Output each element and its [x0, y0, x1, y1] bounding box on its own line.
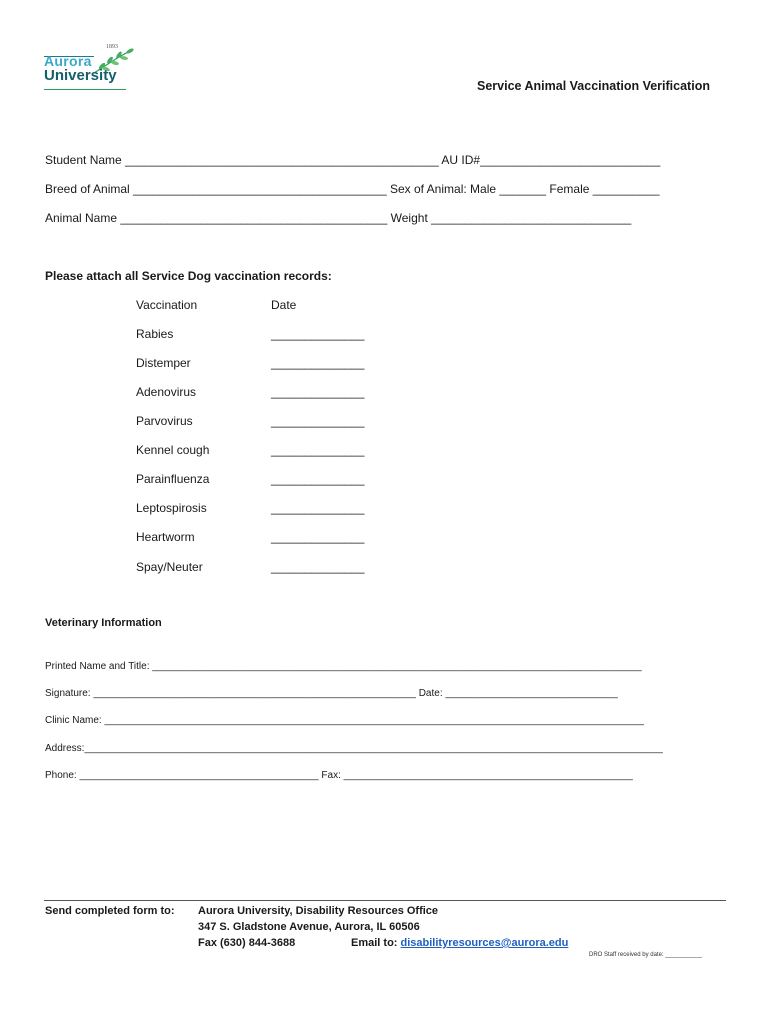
dro-staff-received-line[interactable]: DRO Staff received by date: ___________	[589, 952, 702, 958]
vaccine-date-field[interactable]: ______________	[271, 530, 365, 544]
logo-aurora-text: Aurora	[44, 53, 92, 69]
email-label: Email to:	[351, 937, 398, 949]
office-street: 347 S. Gladstone Avenue, Aurora, IL 60506	[198, 921, 420, 933]
logo-university-text: University	[44, 67, 117, 84]
vaccine-date-field[interactable]: ______________	[271, 414, 365, 428]
student-name-au-id-line[interactable]: Student Name _______________________________________________ AU ID#___________________________	[45, 153, 661, 167]
breed-sex-line[interactable]: Breed of Animal ______________________________________ Sex of Animal: Male _______ Female __________	[45, 182, 660, 196]
vaccine-spay-neuter: Spay/Neuter	[136, 560, 203, 574]
office-name: Aurora University, Disability Resources Office	[198, 905, 439, 917]
vaccine-kennel-cough: Kennel cough	[136, 443, 210, 457]
vaccine-distemper: Distemper	[136, 356, 191, 370]
vaccine-date-field[interactable]: ______________	[271, 385, 365, 399]
vaccine-rabies: Rabies	[136, 327, 174, 341]
vaccine-date-field[interactable]: ______________	[271, 472, 365, 486]
vaccination-heading: Please attach all Service Dog vaccination records:	[45, 269, 332, 283]
vaccination-column-header: Vaccination	[136, 298, 198, 312]
footer-divider	[44, 900, 726, 901]
vet-phone-fax-line[interactable]: Phone: ___________________________________________ Fax: ____________________________________________________	[45, 770, 633, 781]
vaccine-parainfluenza: Parainfluenza	[136, 472, 210, 486]
vaccine-leptospirosis: Leptospirosis	[136, 501, 207, 515]
date-column-header: Date	[271, 298, 297, 312]
vaccine-date-field[interactable]: ______________	[271, 560, 365, 574]
vaccine-date-field[interactable]: ______________	[271, 501, 365, 515]
vet-signature-date-line[interactable]: Signature: __________________________________________________________ Date: _______________________________	[45, 688, 618, 699]
vet-clinic-name-line[interactable]: Clinic Name: _________________________________________________________________________________________________	[45, 715, 644, 726]
veterinary-heading: Veterinary Information	[45, 617, 162, 629]
vaccine-date-field[interactable]: ______________	[271, 356, 365, 370]
vaccine-date-field[interactable]: ______________	[271, 327, 365, 341]
vet-address-line[interactable]: Address:________________________________________________________________________________________________________	[45, 743, 663, 754]
form-title: Service Animal Vaccination Verification	[477, 79, 710, 93]
vaccine-heartworm: Heartworm	[136, 530, 195, 544]
logo-bottom-rule	[44, 89, 126, 90]
logo-year: 1893	[106, 44, 118, 50]
vaccine-parvovirus: Parvovirus	[136, 414, 193, 428]
send-completed-label: Send completed form to:	[45, 905, 175, 917]
email-link[interactable]: disabilityresources@aurora.edu	[400, 937, 569, 949]
office-fax: Fax (630) 844-3688	[198, 937, 296, 949]
email-to-line	[351, 937, 568, 949]
vet-printed-name-line[interactable]: Printed Name and Title: ________________________________________________________________________________________	[45, 661, 642, 672]
vaccine-adenovirus: Adenovirus	[136, 385, 197, 399]
vaccine-date-field[interactable]: ______________	[271, 443, 365, 457]
animal-name-weight-line[interactable]: Animal Name ________________________________________ Weight ______________________________	[45, 211, 632, 225]
aurora-university-logo	[44, 44, 136, 94]
